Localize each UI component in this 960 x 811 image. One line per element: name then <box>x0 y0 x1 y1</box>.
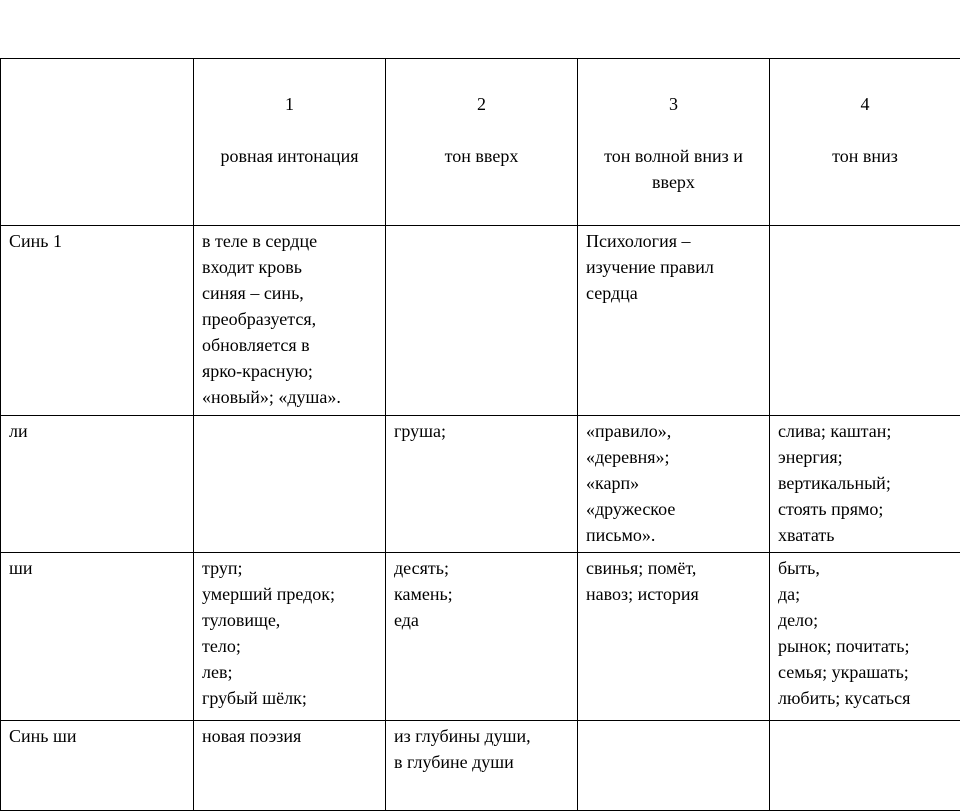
meaning-cell-tone-4: слива; каштан; энергия; вертикальный; стоять прямо; хватать <box>770 416 960 553</box>
meaning-cell-tone-2: груша; <box>386 416 578 553</box>
meaning-cell-tone-1: труп; умерший предок; туловище, тело; лев; грубый шёлк; <box>194 553 386 721</box>
tones-table <box>0 58 960 811</box>
tone-label: тон вниз <box>778 143 952 169</box>
table-row-shi <box>1 553 960 721</box>
meaning-cell-tone-2: из глубины души, в глубине души <box>386 721 578 811</box>
meaning-cell-tone-3: Психология – изучение правил сердца <box>578 226 770 416</box>
table-row-sin-shi <box>1 721 960 811</box>
meaning-cell-tone-3 <box>578 721 770 811</box>
table-row-li <box>1 416 960 553</box>
tone-number: 2 <box>394 91 569 117</box>
meaning-cell-tone-1: новая поэзия <box>194 721 386 811</box>
syllable-cell: ши <box>1 553 194 721</box>
meaning-cell-tone-4 <box>770 721 960 811</box>
header-row <box>1 59 960 226</box>
meaning-cell-tone-1: в теле в сердце входит кровь синяя – синь, преобразуется, обновляется в ярко-красную; «новый»; «душа». <box>194 226 386 416</box>
meaning-cell-tone-2 <box>386 226 578 416</box>
tone-number: 1 <box>202 91 377 117</box>
header-cell-tone-3 <box>578 59 770 226</box>
table-row-sin-1 <box>1 226 960 416</box>
header-cell-tone-1 <box>194 59 386 226</box>
tone-label: ровная интонация <box>202 143 377 169</box>
header-cell-corner <box>1 59 194 226</box>
tone-label: тон вверх <box>394 143 569 169</box>
meaning-cell-tone-2: десять; камень; еда <box>386 553 578 721</box>
tone-label: тон волной вниз и вверх <box>586 143 761 195</box>
syllable-cell: ли <box>1 416 194 553</box>
meaning-cell-tone-4 <box>770 226 960 416</box>
header-cell-tone-2 <box>386 59 578 226</box>
meaning-cell-tone-3: «правило», «деревня»; «карп» «дружеское письмо». <box>578 416 770 553</box>
syllable-cell: Синь ши <box>1 721 194 811</box>
syllable-cell: Синь 1 <box>1 226 194 416</box>
meaning-cell-tone-1 <box>194 416 386 553</box>
tone-number: 4 <box>778 91 952 117</box>
meaning-cell-tone-3: свинья; помёт, навоз; история <box>578 553 770 721</box>
meaning-cell-tone-4: быть, да; дело; рынок; почитать; семья; украшать; любить; кусаться <box>770 553 960 721</box>
header-cell-tone-4 <box>770 59 960 226</box>
tone-number: 3 <box>586 91 761 117</box>
